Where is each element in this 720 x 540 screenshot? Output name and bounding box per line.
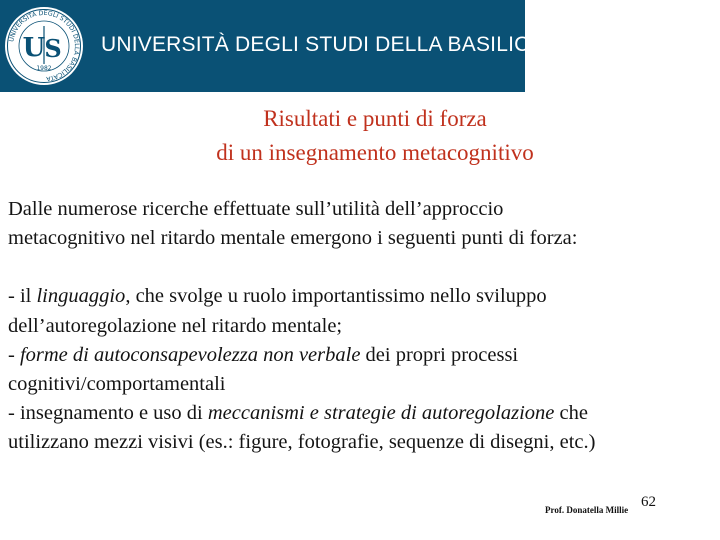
svg-text:1982: 1982 xyxy=(36,65,52,72)
university-name: UNIVERSITÀ DEGLI STUDI DELLA BASILICATA xyxy=(101,33,568,56)
point-1-rest: , che svolge u ruolo importantissimo nello sviluppo xyxy=(125,285,547,308)
point-1-emphasis: linguaggio xyxy=(36,285,126,308)
university-seal-icon xyxy=(4,6,84,86)
point-3-emphasis: meccanismi e strategie di autoregolazione xyxy=(207,402,555,425)
point-2 xyxy=(8,341,714,370)
footer-author: Prof. Donatella Millie xyxy=(545,505,629,515)
svg-text:UNIVERSITÀ DEGLI STUDI DELLA B: UNIVERSITÀ DEGLI STUDI DELLA BASILICATA xyxy=(8,9,81,82)
title-line-1: Risultati e punti di forza xyxy=(263,106,487,131)
paragraph-gap xyxy=(8,253,714,282)
point-3-prefix: - insegnamento e uso di xyxy=(8,402,208,425)
university-banner xyxy=(0,0,568,92)
title-line-2: di un insegnamento metacognitivo xyxy=(216,140,534,165)
slide-title xyxy=(0,102,720,170)
intro-line-2: metacognitivo nel ritardo mentale emergono i seguenti punti di forza: xyxy=(8,227,578,250)
point-2-prefix: - xyxy=(8,343,20,366)
point-3 xyxy=(8,399,714,428)
svg-text:U: U xyxy=(22,33,46,63)
page-number: 62 xyxy=(641,494,656,510)
point-2-line-2: cognitivi/comportamentali xyxy=(8,373,226,396)
point-2-rest: dei propri processi xyxy=(360,343,519,366)
point-3-line-2: utilizzano mezzi visivi (es.: figure, fotografie, sequenze di disegni, etc.) xyxy=(8,431,596,454)
intro-line-1: Dalle numerose ricerche effettuate sull’utilità dell’approccio xyxy=(8,198,504,220)
point-3-rest: che xyxy=(554,402,588,425)
point-1 xyxy=(8,282,714,311)
point-1-line-2: dell’autoregolazione nel ritardo mentale; xyxy=(8,314,343,337)
svg-text:S: S xyxy=(44,34,62,63)
slide-body xyxy=(8,195,714,458)
point-1-prefix: - il xyxy=(8,285,37,308)
point-2-emphasis: forme di autoconsapevolezza non verbale xyxy=(19,343,361,366)
